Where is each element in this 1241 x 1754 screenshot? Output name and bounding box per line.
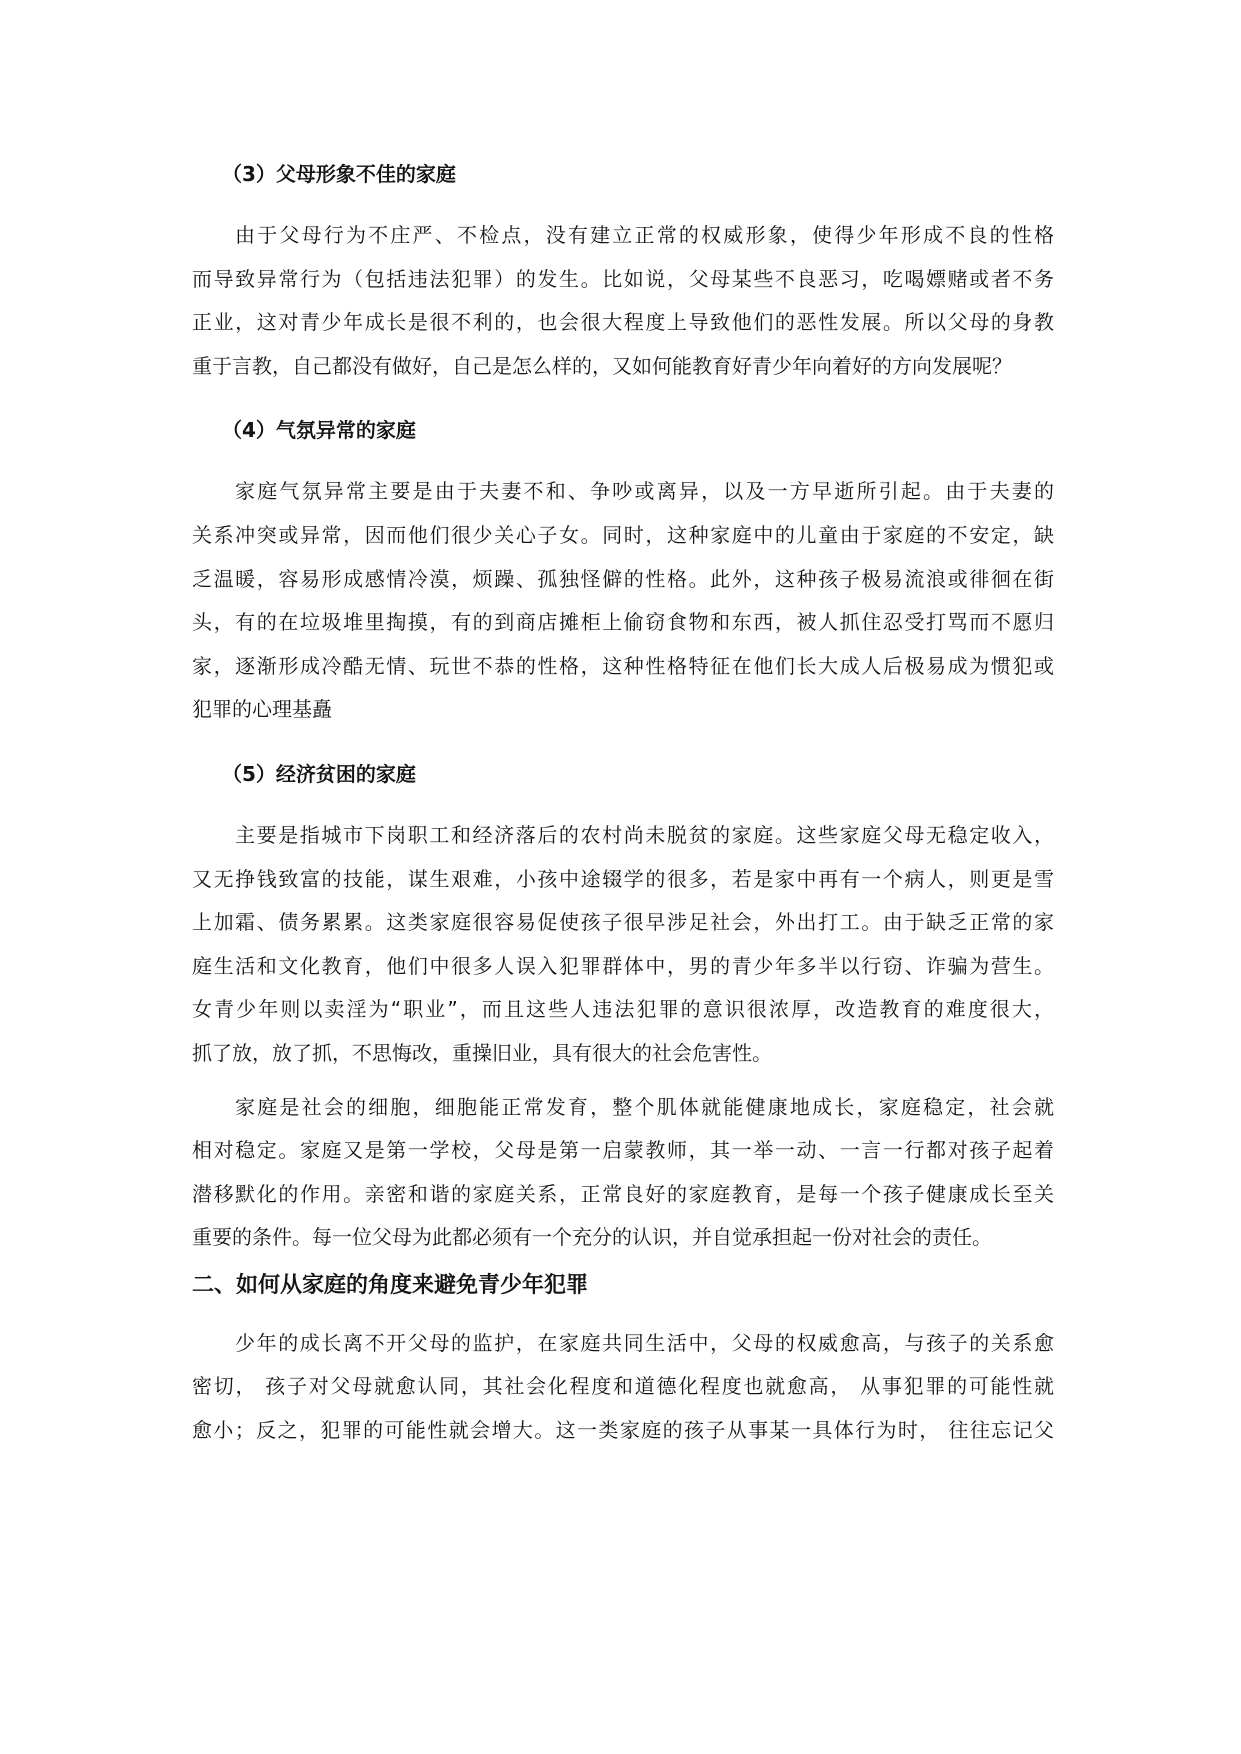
subheading-parent-image: （3）父母形象不佳的家庭 (222, 162, 456, 186)
section-title-part-two: 二、如何从家庭的角度来避免青少年犯罪 (192, 1272, 589, 1298)
text-line: 家庭是社会的细胞，细胞能正常发育，整个肌体就能健康地成长，家庭稳定，社会就 (235, 1094, 1054, 1119)
paragraph-economic-poverty (192, 814, 1054, 1076)
paragraph-abnormal-atmosphere (192, 470, 1054, 732)
paragraph-parent-image (192, 214, 1054, 388)
text-line: 潜移默化的作用。亲密和谐的家庭关系，正常良好的家庭教育，是每一个孩子健康成长至关 (192, 1181, 1054, 1206)
paragraph-summary (192, 1086, 1054, 1260)
text-line: 家庭气氛异常主要是由于夫妻不和、争吵或离异，以及一方早逝所引起。由于夫妻的 (235, 479, 1054, 504)
paragraph-part-two (192, 1322, 1054, 1453)
text-line: 少年的成长离不开父母的监护，在家庭共同生活中，父母的权威愈高，与孩子的关系愈 (235, 1330, 1054, 1355)
subheading-economic-poverty: （5）经济贫困的家庭 (222, 761, 416, 786)
text-line: 家，逐渐形成冷酷无情、玩世不恭的性格，这种性格特征在他们长大成人后极易成为惯犯或 (192, 653, 1054, 678)
text-line: 又无挣钱致富的技能，谋生艰难，小孩中途辍学的很多，若是家中再有一个病人，则更是雪 (192, 866, 1054, 891)
text-line: 庭生活和文化教育，他们中很多人误入犯罪群体中，男的青少年多半以行窃、诈骗为营生。 (192, 953, 1054, 978)
text-line: 乏温暖，容易形成感情冷漠，烦躁、孤独怪僻的性格。此外，这种孩子极易流浪或徘徊在街 (192, 566, 1054, 591)
text-line: 犯罪的心理基矗 (192, 697, 332, 722)
text-line: 正业，这对青少年成长是很不利的，也会很大程度上导致他们的恶性发展。所以父母的身教 (192, 310, 1054, 335)
text-line: 上加霜、债务累累。这类家庭很容易促使孩子很早涉足社会，外出打工。由于缺乏正常的家 (192, 910, 1054, 935)
text-line: 关系冲突或异常，因而他们很少关心子女。同时，这种家庭中的儿童由于家庭的不安定，缺 (192, 522, 1054, 547)
text-line: 密切， 孩子对父母就愈认同，其社会化程度和道德化程度也就愈高， 从事犯罪的可能性就 (192, 1374, 1054, 1399)
text-line: 抓了放，放了抓，不思悔改，重操旧业，具有很大的社会危害性。 (192, 1040, 772, 1065)
subheading-abnormal-atmosphere: （4）气氛异常的家庭 (222, 418, 416, 443)
text-line: 愈小；反之，犯罪的可能性就会增大。这一类家庭的孩子从事某一具体行为时， 往往忘记父 (192, 1418, 1054, 1443)
text-line: 而导致异常行为（包括违法犯罪）的发生。比如说，父母某些不良恶习，吃喝嫖赌或者不务 (192, 266, 1054, 291)
text-line: 重于言教，自己都没有做好，自己是怎么样的，又如何能教育好青少年向着好的方向发展呢？ (192, 353, 1012, 378)
text-line: 女青少年则以卖淫为“职业”，而且这些人违法犯罪的意识很浓厚，改造教育的难度很大， (192, 997, 1054, 1022)
text-line: 相对稳定。家庭又是第一学校，父母是第一启蒙教师，其一举一动、一言一行都对孩子起着 (192, 1138, 1054, 1163)
text-line: 主要是指城市下岗职工和经济落后的农村尚未脱贫的家庭。这些家庭父母无稳定收入， (235, 822, 1054, 847)
text-line: 头，有的在垃圾堆里掏摸，有的到商店摊柜上偷窃食物和东西，被人抓住忍受打骂而不愿归 (192, 610, 1054, 635)
document-body (192, 156, 1054, 1453)
text-line: 由于父母行为不庄严、不检点，没有建立正常的权威形象，使得少年形成不良的性格 (235, 223, 1054, 247)
text-line: 重要的条件。每一位父母为此都必须有一个充分的认识，并自觉承担起一份对社会的责任。 (192, 1225, 992, 1250)
